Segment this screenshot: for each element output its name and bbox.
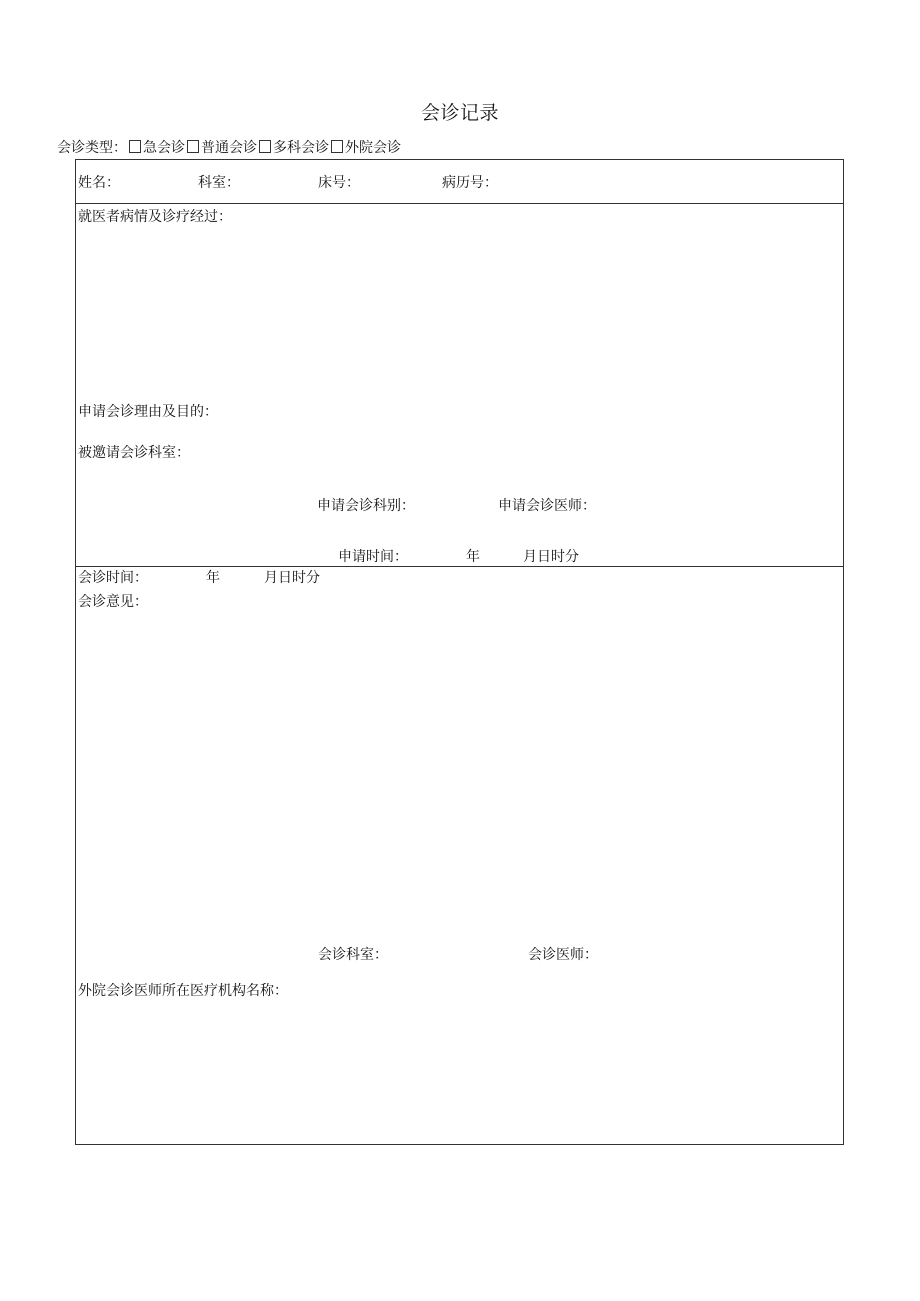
consult-type-label: 会诊类型： xyxy=(57,140,127,156)
request-time-label: 申请时间： xyxy=(338,549,408,565)
form-table xyxy=(75,159,844,1145)
section-divider xyxy=(76,566,843,567)
row-divider xyxy=(76,203,843,204)
checkbox-external[interactable] xyxy=(331,140,343,153)
request-dept-label: 申请会诊科别： xyxy=(317,498,415,514)
consult-time-label: 会诊时间： xyxy=(78,570,148,586)
reason-label: 申请会诊理由及目的： xyxy=(78,404,218,420)
checkbox-multi-dept[interactable] xyxy=(259,140,271,153)
consult-type-line xyxy=(57,137,401,157)
consult-opinion-label: 会诊意见： xyxy=(78,594,148,610)
request-month-day-hour-minute: 月日时分 xyxy=(523,549,579,565)
history-label: 就医者病情及诊疗经过： xyxy=(78,209,232,225)
checkbox-regular[interactable] xyxy=(187,140,199,153)
option-multi-dept: 多科会诊 xyxy=(273,140,329,156)
invited-dept-label: 被邀请会诊科室： xyxy=(78,445,190,461)
option-regular: 普通会诊 xyxy=(201,140,257,156)
page-title: 会诊记录 xyxy=(420,102,499,124)
consult-month-day-hour-minute: 月日时分 xyxy=(264,570,320,586)
consult-dept-label: 会诊科室： xyxy=(318,947,388,963)
dept-label: 科室： xyxy=(198,175,240,191)
checkbox-emergency[interactable] xyxy=(129,140,141,153)
record-number-label: 病历号： xyxy=(442,175,498,191)
option-emergency: 急会诊 xyxy=(143,140,185,156)
option-external: 外院会诊 xyxy=(345,140,401,156)
name-label: 姓名： xyxy=(78,175,120,191)
request-year: 年 xyxy=(466,549,480,565)
request-doctor-label: 申请会诊医师： xyxy=(498,498,596,514)
consult-doctor-label: 会诊医师： xyxy=(528,947,598,963)
bed-label: 床号： xyxy=(318,175,360,191)
external-institution-label: 外院会诊医师所在医疗机构名称： xyxy=(78,983,288,999)
consult-year: 年 xyxy=(206,570,220,586)
